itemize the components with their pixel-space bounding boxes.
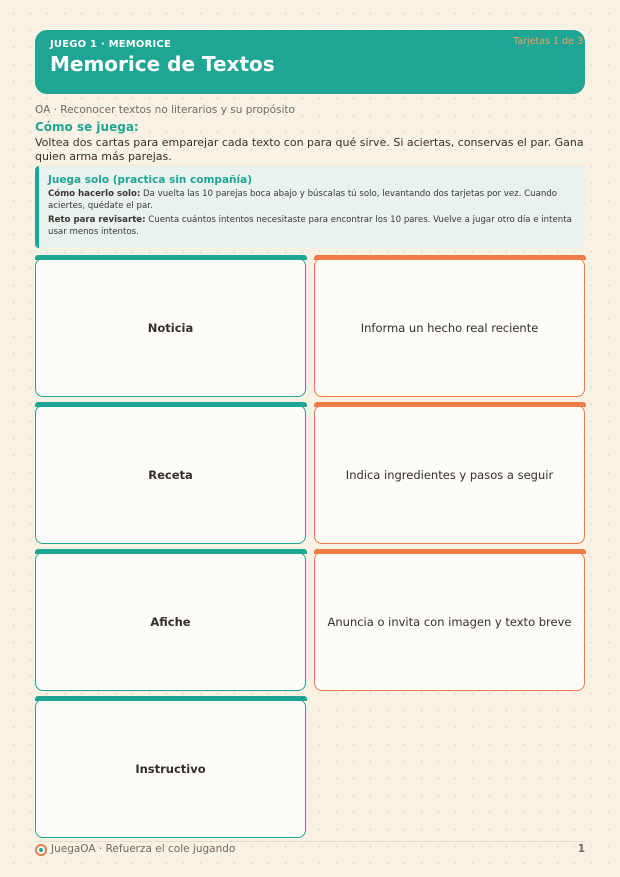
memory-card-receta-purpose[interactable] [314,405,585,544]
card-label: Receta [148,467,193,482]
footer-divider [35,841,585,842]
solo-challenge-text: Cuenta cuántos intentos necesitaste para encontrar los 10 pares. Vuelve a jugar otro día e intenta usar menos intentos. [48,215,572,237]
solo-play-title: Juega solo (practica sin compañía) [48,174,252,186]
card-label: Afiche [150,614,191,629]
footer-brand: JuegaOA · Refuerza el cole jugando [51,843,236,855]
memory-card-noticia-purpose[interactable] [314,258,585,397]
solo-challenge-label: Reto para revisarte: [48,215,146,225]
page-number: 1 [577,843,585,855]
page-tag: Tarjetas 1 de 3 [513,36,583,47]
solo-how-text: Da vuelta las 10 parejas boca abajo y búscalas tú solo, levantando dos tarjetas por vez. Cuando aciertes, quédate el par. [48,189,558,211]
solo-play-box [35,166,585,248]
memory-card-afiche-purpose[interactable] [314,552,585,691]
game-header [35,30,585,94]
how-to-play-text: Voltea dos cartas para emparejar cada texto con para qué sirve. Si aciertas, conservas el par. Gana quien arma más parejas. [35,136,584,163]
card-label: Anuncia o invita con imagen y texto breve [327,614,572,629]
game-kicker: JUEGO 1 · MEMORICE [50,39,172,50]
solo-how-paragraph [48,189,575,212]
memory-card-noticia[interactable] [35,258,306,397]
card-label: Instructivo [135,761,206,776]
card-label: Indica ingredientes y pasos a seguir [345,467,554,482]
card-label: Noticia [147,320,194,335]
learning-objective: OA · Reconocer textos no literarios y su propósito [35,104,295,116]
how-to-play-heading: Cómo se juega: [35,120,139,134]
memory-card-receta[interactable] [35,405,306,544]
memory-card-instructivo[interactable] [35,699,306,838]
page-title: Memorice de Textos [50,52,275,76]
memory-card-afiche[interactable] [35,552,306,691]
solo-how-label: Cómo hacerlo solo: [48,189,141,199]
card-label: Informa un hecho real reciente [360,320,539,335]
solo-challenge-paragraph [48,215,575,238]
circle-logo-icon [35,844,47,856]
